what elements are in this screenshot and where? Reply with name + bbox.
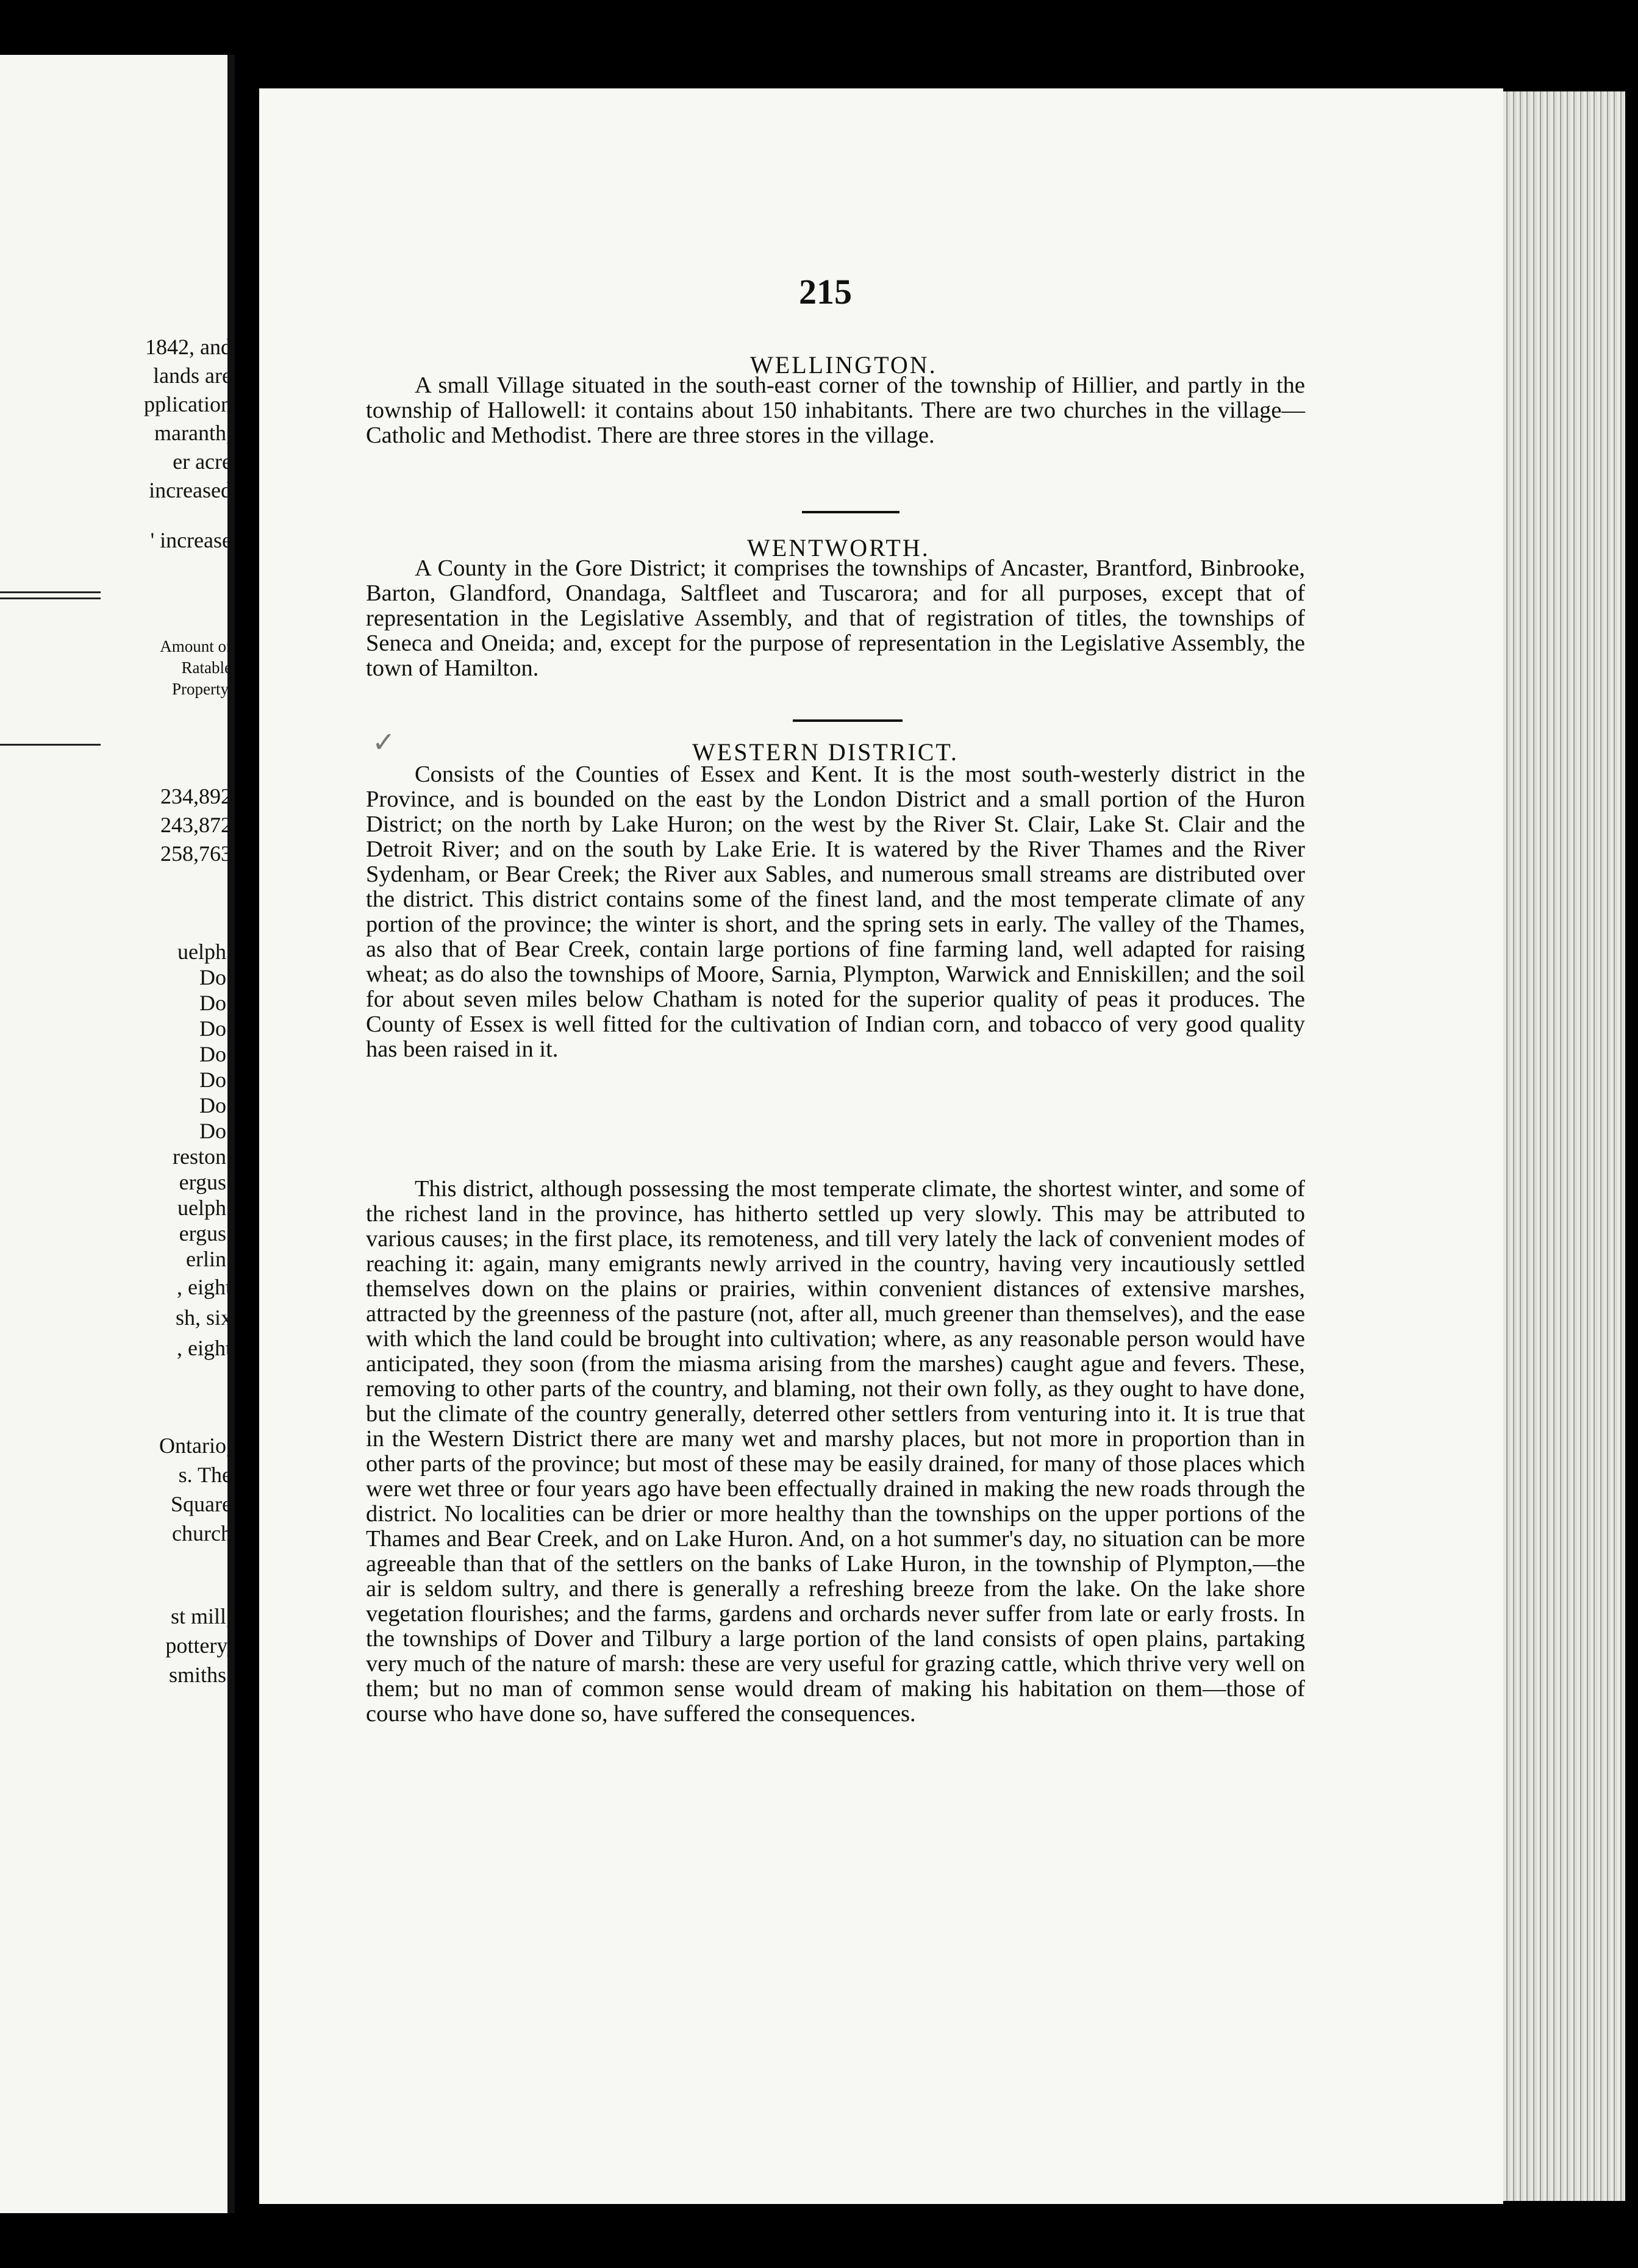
facing-page-text: church xyxy=(172,1521,232,1546)
facing-page-text: Ratable xyxy=(181,658,232,677)
facing-page-text: smiths. xyxy=(168,1663,232,1687)
facing-page-text: Do. xyxy=(199,1042,232,1066)
facing-page xyxy=(0,55,235,2213)
page-stack-edge xyxy=(1503,91,1625,2201)
paragraph-wellington: A small Village situated in the south-east corner of the township of Hillier, and partly in the township of Hallowell: it contains about 150 inhabitants. There are two churches in the village—Catholic and Methodist. There are three stores in the village. xyxy=(366,373,1305,448)
facing-page-text: lands are xyxy=(153,363,232,388)
facing-page-text: Do. xyxy=(199,1119,232,1143)
facing-page-rule xyxy=(0,744,101,746)
facing-page-text: increased xyxy=(149,478,232,502)
section-heading-western-district: WESTERN DISTRICT. xyxy=(692,738,959,766)
facing-page-text: erlin. xyxy=(186,1247,232,1271)
facing-page-text: ' increase xyxy=(150,528,232,552)
facing-page-text: pplication xyxy=(144,392,232,416)
page-number: 215 xyxy=(799,272,852,312)
facing-page-text: Property. xyxy=(172,680,232,698)
facing-page-text: uelph. xyxy=(177,1196,232,1220)
facing-page-text: Do. xyxy=(199,965,232,990)
facing-page-text: 243,872 xyxy=(160,813,232,837)
facing-page-text: Amount of xyxy=(160,637,232,655)
facing-page-text: reston. xyxy=(173,1144,232,1169)
facing-page-text: s. The xyxy=(178,1463,232,1487)
facing-page-text: Square xyxy=(171,1492,232,1516)
facing-page-text: 1842, and xyxy=(145,335,232,359)
facing-page-text: ergus. xyxy=(179,1170,232,1194)
facing-page-text: Ontario, xyxy=(159,1433,232,1458)
facing-page-text: sh, six xyxy=(175,1305,232,1330)
facing-page-text: , eight xyxy=(177,1336,232,1360)
facing-page-text: Do. xyxy=(199,1016,232,1041)
facing-page-text: 234,892 xyxy=(160,784,232,808)
facing-page-text: Do. xyxy=(199,1068,232,1092)
facing-page-text: uelph. xyxy=(177,940,232,964)
paragraph-western-district-2: This district, although possessing the most temperate climate, the shortest winter, and some of the richest land in the province, has hitherto settled up very slowly. This may be attributed to various causes; in the first place, its remoteness, and till very lately the lack of convenient modes of reaching it: again, many emigrants newly arrived in the country, having very incautiously settled themselves down on the plains or prairies, within convenient distances of extensive marshes, attracted by the greenness of the pasture (not, after all, much greener than themselves), and the ease with which the land could be brought into cultivation; where, as any reasonable person would have anticipated, they soon (from the miasma arising from the marshes) caught ague and fevers. These, removing to other parts of the country, and blaming, not their own folly, as they ought to have done, but the climate of the country generally, deterred other settlers from venturing into it. It is true that in the Western District there are many wet and marshy places, but not more in proportion than in other parts of the province; but most of these may be easily drained, for many of those places which were wet three or four years ago have been effectually drained in making the new roads through the district. No localities can be drier or more healthy than the townships on the upper portions of the Thames and Bear Creek, and on Lake Huron. And, on a hot summer's day, no situation can be more agreeable than that of the settlers on the banks of Lake Huron, in the township of Plympton,—the air is seldom sultry, and there is generally a refreshing breeze from the lake. On the lake shore vegetation flourishes; and the farms, gardens and orchards never suffer from late or early frosts. In the townships of Dover and Tilbury a large portion of the land consists of open plains, partaking very much of the nature of marsh: these are very useful for grazing cattle, which thrive very well on them; but no man of common sense would dream of making his habitation on them—those of course who have done so, have suffered the consequences. xyxy=(366,1176,1305,1727)
facing-page-text: pottery, xyxy=(165,1633,232,1658)
facing-page-text: Do. xyxy=(199,1093,232,1118)
section-rule xyxy=(793,719,903,722)
facing-page-text: maranth, xyxy=(154,421,232,445)
facing-page-text: ergus. xyxy=(179,1221,232,1246)
facing-page-text: st mill, xyxy=(170,1604,232,1628)
paragraph-western-district-1: Consists of the Counties of Essex and Kent. It is the most south-westerly district in the Province, and is bounded on the east by the London District and a small portion of the Huron District; on the north by Lake Huron; on the west by the River St. Clair, Lake St. Clair and the Detroit River; and on the south by Lake Erie. It is watered by the River Thames and the River Sydenham, or Bear Creek; the River aux Sables, and numerous small streams are distributed over the district. This district contains some of the finest land, and the most temperate climate of any portion of the province; the winter is short, and the spring sets in early. The valley of the Thames, as also that of Bear Creek, contain large portions of fine farming land, well adapted for raising wheat; as do also the townships of Moore, Sarnia, Plympton, Warwick and Enniskillen; and the soil for about seven miles below Chatham is noted for the superior quality of peas it produces. The County of Essex is well fitted for the cultivation of Indian corn, and tobacco of very good quality has been raised in it. xyxy=(366,761,1305,1062)
facing-page-text: 258,763 xyxy=(160,841,232,866)
facing-page-text: Do. xyxy=(199,991,232,1015)
section-heading-wellington: WELLINGTON. xyxy=(750,351,937,379)
facing-page-rule xyxy=(0,597,101,599)
section-heading-wentworth: WENTWORTH. xyxy=(747,534,930,562)
margin-mark: ✓ xyxy=(372,727,396,758)
section-rule xyxy=(802,511,899,513)
facing-page-text: , eight xyxy=(177,1275,232,1299)
facing-page-rule xyxy=(0,591,101,593)
facing-page-text: er acre xyxy=(173,449,232,474)
paragraph-wentworth: A County in the Gore District; it comprises the townships of Ancaster, Brantford, Binbrooke, Barton, Glandford, Onandaga, Saltfleet and Tuscarora; and for all purposes, except that of representation in the Legislative Assembly, and that of registration of titles, the townships of Seneca and Oneida; and, except for the purpose of representation in the Legislative Assembly, the town of Hamilton. xyxy=(366,555,1305,681)
